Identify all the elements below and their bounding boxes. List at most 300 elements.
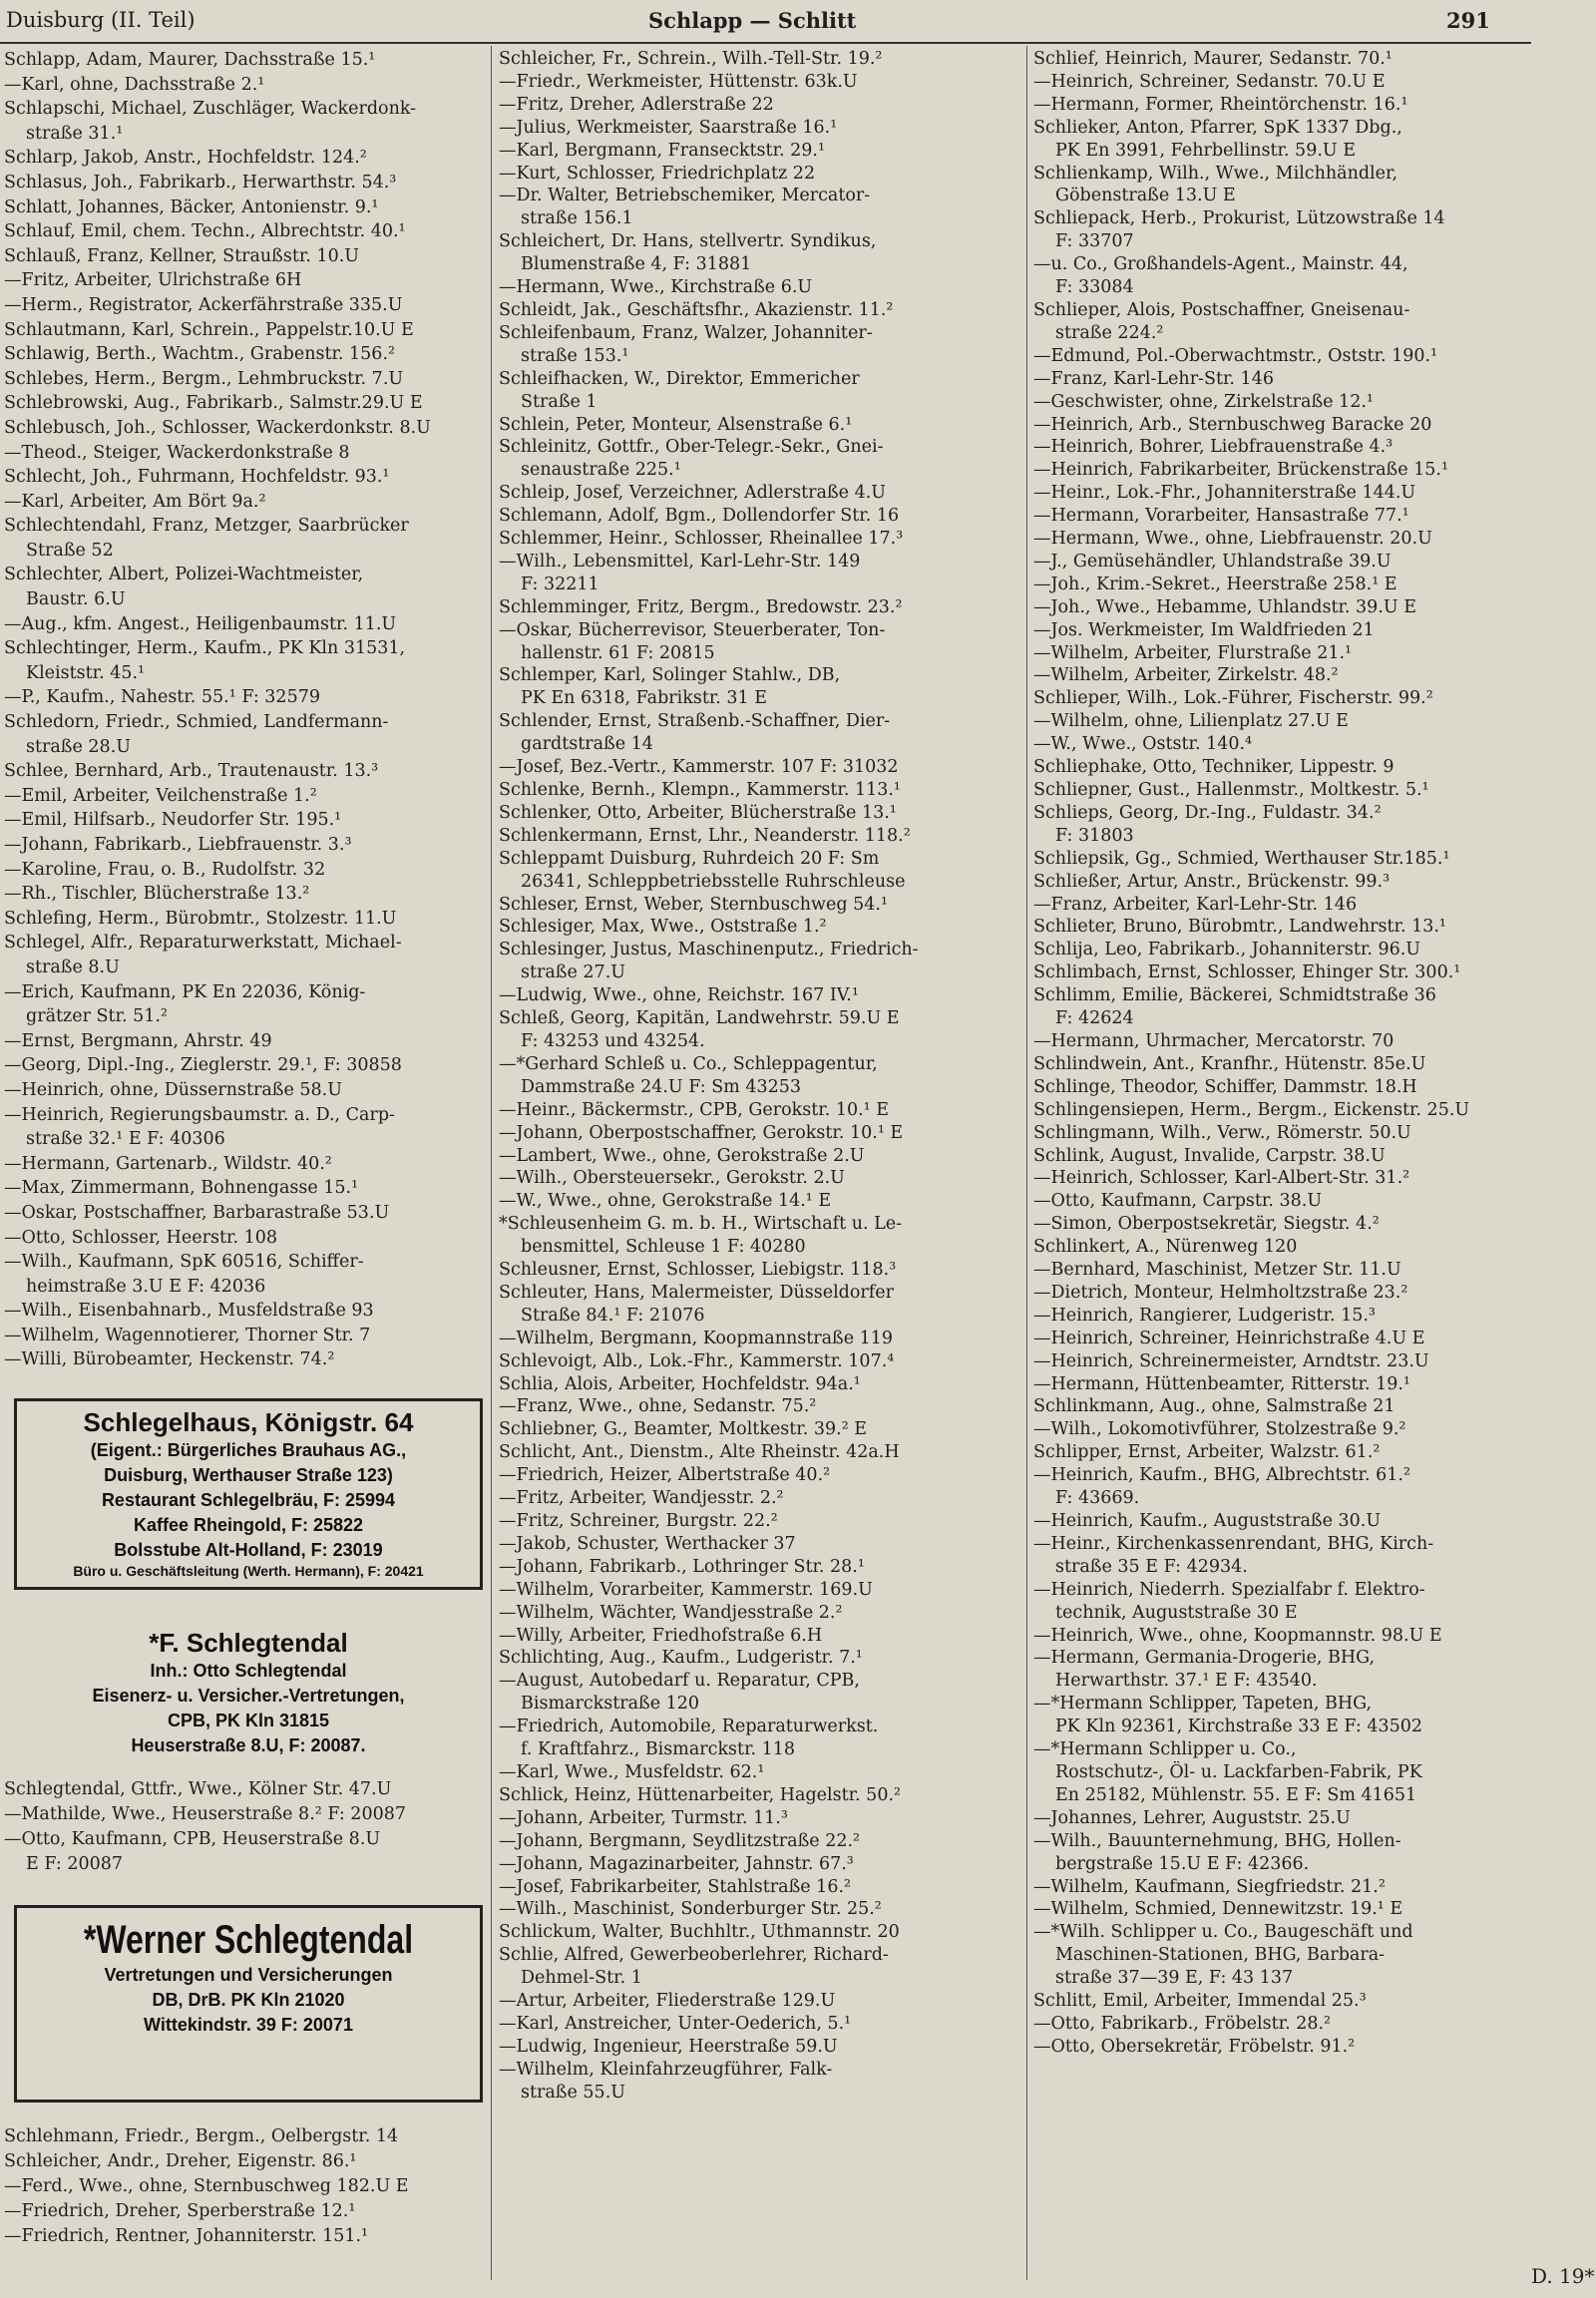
directory-entry (1033, 1030, 1542, 1053)
entry-line: —Karl, Wwe., Musfeldstr. 62.¹ (499, 1761, 765, 1782)
directory-entry (499, 1670, 1023, 1716)
advert-line: Inh.: Otto Schlegtendal (150, 1661, 347, 1681)
entry-line: Schleip, Josef, Verzeichner, Adlerstraße 4.U (499, 483, 887, 504)
directory-entry (499, 276, 1023, 299)
entry-continuation: En 25182, Mühlenstr. 55. E F: Sm 41651 (1055, 1784, 1417, 1805)
entry-line: Schleuter, Hans, Malermeister, Düsseldorfer (499, 1282, 894, 1303)
entry-line: —Johann, Magazinarbeiter, Jahnstr. 67.³ (499, 1853, 854, 1874)
entry-continuation: Herwarthstr. 37.¹ E F: 43540. (1055, 1671, 1318, 1692)
entry-line: —J., Gemüsehändler, Uhlandstraße 39.U (1033, 551, 1392, 572)
directory-entry (1033, 1441, 1542, 1464)
entry-line: Schliebner, G., Beamter, Moltkestr. 39.² E (499, 1419, 868, 1440)
entry-line: —Ferd., Wwe., ohne, Sternbuschweg 182.U E (4, 2176, 409, 2196)
advert-title: *F. Schlegtendal (149, 1628, 348, 1658)
directory-entry (499, 984, 1023, 1007)
directory-entry (499, 436, 1023, 482)
directory-entry (1033, 551, 1542, 574)
column-divider (1026, 46, 1027, 2280)
directory-entry (499, 1053, 1023, 1099)
directory-entry (1033, 94, 1542, 117)
entry-line: —Joh., Wwe., Hebamme, Uhlandstr. 39.U E (1033, 596, 1416, 617)
entry-line: —Aug., kfm. Angest., Heiligenbaumstr. 11.U (4, 613, 397, 634)
entry-line: —Heinrich, ohne, Düssernstraße 58.U (4, 1079, 342, 1100)
entry-line: Schlieper, Alois, Postschaffner, Gneisenau- (1033, 299, 1410, 320)
entry-line: —Lambert, Wwe., ohne, Gerokstraße 2.U (499, 1145, 865, 1166)
directory-entry (499, 1259, 1023, 1282)
entry-line: Schledorn, Friedr., Schmied, Landfermann- (4, 712, 389, 733)
directory-entry (1033, 1305, 1542, 1328)
directory-entry (499, 756, 1023, 779)
directory-entry (4, 1103, 483, 1152)
directory-entry (1033, 1921, 1542, 1990)
entry-line: —Wilh., Lokomotivführer, Stolzestraße 9.² (1033, 1419, 1406, 1440)
entry-continuation: F: 33707 (1055, 231, 1134, 252)
entry-line: Schlieter, Bruno, Bürobmtr., Landwehrstr. 13.¹ (1033, 917, 1446, 938)
entry-line: Schlauß, Franz, Kellner, Straußstr. 10.U (4, 245, 360, 266)
entry-continuation: gardtstraße 14 (521, 734, 653, 755)
directory-entry (1033, 1350, 1542, 1373)
entry-continuation: grätzer Str. 51.² (26, 1006, 168, 1027)
entry-continuation: Göbenstraße 13.U E (1055, 186, 1236, 206)
entry-line: Schlegel, Alfr., Reparaturwerkstatt, Michael- (4, 933, 402, 954)
directory-entry (1033, 848, 1542, 871)
directory-entry (4, 73, 483, 98)
entry-line: —Wilhelm, Bergmann, Koopmannstraße 119 (499, 1328, 894, 1348)
directory-entry (499, 1441, 1023, 1464)
directory-entry (499, 1328, 1023, 1350)
entry-line: Schlee, Bernhard, Arb., Trautenaustr. 13.³ (4, 761, 379, 782)
directory-entry (1033, 1213, 1542, 1236)
entry-line: —Wilh., Bauunternehmung, BHG, Hollen- (1033, 1830, 1401, 1851)
entry-line: —Oskar, Postschaffner, Barbarastraße 53.U (4, 1202, 390, 1223)
entry-line: Schlia, Alois, Arbeiter, Hochfeldstr. 94a.¹ (499, 1373, 861, 1394)
directory-entry (1033, 1876, 1542, 1899)
entry-continuation: straße 8.U (26, 957, 120, 977)
directory-entry (4, 2224, 483, 2249)
entry-line: —Karl, ohne, Dachsstraße 2.¹ (4, 74, 265, 95)
entry-line: —Johann, Fabrikarb., Liebfrauenstr. 3.³ (4, 835, 352, 855)
entry-continuation: F: 32211 (521, 574, 599, 594)
directory-entry (1033, 1122, 1542, 1145)
directory-entry (4, 1201, 483, 1226)
entry-line: —Geschwister, ohne, Zirkelstraße 12.¹ (1033, 391, 1374, 412)
entry-continuation: straße 37—39 E, F: 43 137 (1055, 1968, 1294, 1989)
directory-entry (499, 2059, 1023, 2105)
directory-entry (4, 2199, 483, 2224)
entry-continuation: Blumenstraße 4, F: 31881 (521, 254, 752, 275)
directory-entry (4, 1777, 483, 1802)
entry-line: Schlemminger, Fritz, Bergm., Bredowstr. 23.² (499, 596, 903, 617)
entry-line: —Wilh., Obersteuersekr., Gerokstr. 2.U (499, 1168, 845, 1189)
entry-line: *Schleusenheim G. m. b. H., Wirtschaft u. Le- (499, 1214, 903, 1235)
directory-entry (1033, 48, 1542, 71)
directory-entry (1033, 1464, 1542, 1510)
advert-f-schlegtendal (14, 1628, 483, 1762)
entry-line: —Jakob, Schuster, Werthacker 37 (499, 1533, 796, 1554)
directory-entry (499, 1373, 1023, 1396)
entry-continuation: PK En 3991, Fehrbellinstr. 59.U E (1055, 140, 1356, 161)
directory-entry (499, 1099, 1023, 1122)
entry-line: Schlein, Peter, Monteur, Alsenstraße 6.¹ (499, 414, 853, 435)
entry-continuation: Dammstraße 24.U F: Sm 43253 (521, 1076, 802, 1097)
entry-line: —Emil, Hilfsarb., Neudorfer Str. 195.¹ (4, 810, 342, 831)
entry-line: Schlenke, Bernh., Klempn., Kammerstr. 113.¹ (499, 780, 901, 800)
directory-entry (4, 367, 483, 392)
entry-line: —Wilh., Lebensmittel, Karl-Lehr-Str. 149 (499, 551, 861, 572)
directory-entry (1033, 299, 1542, 345)
entry-line: —W., Wwe., Oststr. 140.⁴ (1033, 734, 1253, 755)
entry-line: Schlieps, Georg, Dr.-Ing., Fuldastr. 34.² (1033, 802, 1382, 823)
directory-entry (1033, 2013, 1542, 2036)
directory-entry (1033, 984, 1542, 1030)
entry-continuation: Rostschutz-, Öl- u. Lackfarben-Fabrik, PK (1055, 1761, 1422, 1782)
entry-line: —Kurt, Schlosser, Friedrichplatz 22 (499, 163, 816, 184)
directory-entry (4, 97, 483, 146)
directory-entry (1033, 436, 1542, 459)
entry-line: —Heinr., Lok.-Fhr., Johanniterstraße 144.U (1033, 483, 1416, 504)
entry-line: Schlecht, Joh., Fuhrmann, Hochfeldstr. 93.¹ (4, 467, 390, 488)
advert-footnote: Büro u. Geschäftsleitung (Werth. Hermann), F: 20421 (73, 1563, 424, 1579)
directory-entry (499, 322, 1023, 368)
directory-entry (1033, 619, 1542, 642)
entry-continuation: heimstraße 3.U E F: 42036 (26, 1276, 266, 1297)
directory-entry (1033, 961, 1542, 984)
entry-line: —Johann, Oberpostschaffner, Gerokstr. 10.¹ E (499, 1122, 904, 1143)
directory-entry (4, 2149, 483, 2174)
directory-entry (499, 1556, 1023, 1579)
directory-entry (1033, 1738, 1542, 1807)
entry-line: —Heinr., Kirchenkassenrendant, BHG, Kirch- (1033, 1533, 1434, 1554)
directory-entry (4, 2174, 483, 2199)
entry-line: —Ernst, Bergmann, Ahrstr. 49 (4, 1030, 272, 1051)
directory-entry (1033, 802, 1542, 848)
entry-line: Schlimm, Emilie, Bäckerei, Schmidtstraße 36 (1033, 985, 1436, 1006)
entry-line: —Karl, Anstreicher, Unter-Oederich, 5.¹ (499, 2013, 852, 2034)
directory-entry (1033, 894, 1542, 917)
entry-line: Schleß, Georg, Kapitän, Landwehrstr. 59.U E (499, 1008, 900, 1029)
entry-continuation: straße 27.U (521, 962, 625, 983)
directory-entry (1033, 939, 1542, 961)
entry-line: —W., Wwe., ohne, Gerokstraße 14.¹ E (499, 1191, 832, 1212)
entry-line: —Hermann, Uhrmacher, Mercatorstr. 70 (1033, 1030, 1395, 1051)
entry-line: —Heinrich, Fabrikarbeiter, Brückenstraße 15.¹ (1033, 460, 1449, 481)
directory-entry (1033, 253, 1542, 299)
directory-entry (4, 710, 483, 759)
entry-line: —Heinrich, Bohrer, Liebfrauenstraße 4.³ (1033, 437, 1394, 458)
entry-continuation: 26341, Schleppbetriebsstelle Ruhrschleuse (521, 871, 906, 892)
entry-line: Schlindwein, Ant., Kranfhr., Hütenstr. 85e.U (1033, 1053, 1426, 1074)
advert-line: CPB, PK Kln 31815 (167, 1711, 330, 1730)
entry-line: —Artur, Arbeiter, Fliederstraße 129.U (499, 1991, 836, 2012)
entry-line: —Otto, Schlosser, Heerstr. 108 (4, 1227, 277, 1248)
directory-entry (4, 391, 483, 416)
advert-line: Eisenerz- u. Versicher.-Vertretungen, (92, 1686, 405, 1706)
directory-entry (4, 146, 483, 171)
entry-line: —Karl, Bergmann, Fransecktstr. 29.¹ (499, 140, 825, 161)
directory-entry (4, 1802, 483, 1827)
directory-entry (4, 318, 483, 343)
entry-line: —Franz, Karl-Lehr-Str. 146 (1033, 368, 1274, 389)
entry-line: Schlicht, Ant., Dienstm., Alte Rheinstr. 42a.H (499, 1442, 900, 1463)
directory-entry (1033, 71, 1542, 94)
directory-entry (499, 1350, 1023, 1373)
advert-line: Kaffee Rheingold, F: 25822 (133, 1515, 364, 1535)
advert-lines (17, 1438, 480, 1563)
entry-line: —Max, Zimmermann, Bohnengasse 15.¹ (4, 1178, 359, 1199)
entry-line: —Dr. Walter, Betriebschemiker, Mercator- (499, 186, 871, 206)
entry-line: Schlingensiepen, Herm., Bergm., Eickenstr. 25.U (1033, 1099, 1470, 1120)
entry-continuation: Maschinen-Stationen, BHG, Barbara- (1055, 1945, 1386, 1966)
directory-entry (4, 2124, 483, 2149)
directory-entry (4, 882, 483, 907)
entry-line: —u. Co., Großhandels-Agent., Mainstr. 44, (1033, 254, 1408, 275)
entry-line: Schliephake, Otto, Techniker, Lippestr. 9 (1033, 757, 1395, 778)
directory-entry (499, 1190, 1023, 1213)
directory-entry (4, 1152, 483, 1177)
directory-entry (1033, 1647, 1542, 1693)
directory-entry (1033, 710, 1542, 733)
directory-entry (499, 1647, 1023, 1670)
entry-line: Schlipper, Ernst, Arbeiter, Walzstr. 61.² (1033, 1442, 1381, 1463)
directory-entry (499, 71, 1023, 94)
column-divider (491, 46, 492, 2280)
directory-entry (1033, 756, 1542, 779)
entry-line: Schlenker, Otto, Arbeiter, Blücherstraße 13.¹ (499, 802, 897, 823)
directory-entry (4, 416, 483, 441)
directory-entry (4, 759, 483, 784)
column-2 (499, 48, 1023, 2105)
directory-entry (4, 612, 483, 637)
entry-line: —Fritz, Dreher, Adlerstraße 22 (499, 94, 774, 115)
entry-line: —Heinrich, Arb., Sternbuschweg Baracke 20 (1033, 414, 1432, 435)
entry-line: —*Hermann Schlipper, Tapeten, BHG, (1033, 1694, 1373, 1715)
entry-continuation: F: 42624 (1055, 1008, 1134, 1029)
directory-entry (4, 833, 483, 858)
entry-line: —Simon, Oberpostsekretär, Siegstr. 4.² (1033, 1214, 1380, 1235)
entry-line: Schlieper, Wilh., Lok.-Führer, Fischerstr. 99.² (1033, 688, 1433, 709)
entry-line: —Friedrich, Heizer, Albertstraße 40.² (499, 1465, 831, 1486)
directory-entry (499, 596, 1023, 619)
entry-line: —Heinrich, Wwe., ohne, Koopmannstr. 98.U E (1033, 1625, 1442, 1646)
entry-line: Schlechter, Albert, Polizei-Wachtmeister, (4, 565, 364, 585)
entry-continuation: straße 28.U (26, 736, 131, 757)
entry-line: —*Gerhard Schleß u. Co., Schleppagentur, (499, 1053, 878, 1074)
directory-entry (4, 441, 483, 466)
entry-line: —Wilhelm, Kaufmann, Siegfriedstr. 21.² (1033, 1876, 1386, 1897)
directory-entry (499, 528, 1023, 551)
entry-line: Schlatt, Johannes, Bäcker, Antonienstr. 9.¹ (4, 196, 379, 217)
entry-line: —Friedrich, Automobile, Reparaturwerkst. (499, 1717, 879, 1737)
advert-werner-schlegtendal (14, 1905, 483, 2103)
entry-line: —August, Autobedarf u. Reparatur, CPB, (499, 1671, 860, 1692)
entry-line: Schlarp, Jakob, Anstr., Hochfeldstr. 124.² (4, 148, 367, 169)
directory-entry (499, 1007, 1023, 1053)
directory-entry (499, 894, 1023, 917)
directory-entry (4, 1324, 483, 1348)
directory-entry (1033, 1625, 1542, 1648)
directory-entry (499, 1784, 1023, 1807)
entry-line: —Hermann, Wwe., Kirchstraße 6.U (499, 277, 813, 298)
entry-continuation: straße 153.¹ (521, 345, 629, 366)
entry-continuation: Straße 84.¹ F: 21076 (521, 1305, 705, 1326)
entry-line: Schleicher, Fr., Schrein., Wilh.-Tell-Str. 19.² (499, 49, 883, 69)
entry-line: —Hermann, Wwe., ohne, Liebfrauenstr. 20.U (1033, 529, 1432, 550)
entry-line: —Wilhelm, Arbeiter, Flurstraße 21.¹ (1033, 642, 1353, 663)
entry-line: —Otto, Fabrikarb., Fröbelstr. 28.² (1033, 2013, 1332, 2034)
entry-line: Schlija, Leo, Fabrikarb., Johanniterstr. 96.U (1033, 940, 1421, 960)
entry-line: —*Wilh. Schlipper u. Co., Baugeschäft und (1033, 1922, 1413, 1943)
directory-entry (1033, 368, 1542, 391)
directory-entry (499, 1602, 1023, 1625)
directory-entry (4, 808, 483, 833)
directory-entry (499, 710, 1023, 756)
entry-line: —Otto, Kaufmann, Carpstr. 38.U (1033, 1191, 1323, 1212)
entry-line: Schleichert, Dr. Hans, stellvertr. Syndikus, (499, 231, 877, 252)
directory-entry (1033, 1830, 1542, 1876)
entry-line: Schliepsik, Gg., Schmied, Werthauser Str.185.¹ (1033, 848, 1450, 869)
entry-line: —Johann, Arbeiter, Turmstr. 11.³ (499, 1807, 788, 1828)
directory-entry (1033, 1807, 1542, 1830)
directory-entry (1033, 345, 1542, 368)
advert-line: (Eigent.: Bürgerliches Brauhaus AG., (90, 1440, 407, 1460)
directory-entry (4, 980, 483, 1029)
directory-entry (1033, 1282, 1542, 1305)
directory-entry (1033, 1373, 1542, 1396)
directory-entry (4, 1226, 483, 1251)
directory-entry (499, 1579, 1023, 1602)
directory-entry (499, 1761, 1023, 1784)
directory-entry (1033, 1053, 1542, 1076)
entry-line: —Heinr., Bäckermstr., CPB, Gerokstr. 10.¹ E (499, 1099, 890, 1120)
directory-entry (1033, 779, 1542, 802)
entry-line: —Wilh., Kaufmann, SpK 60516, Schiffer- (4, 1252, 364, 1273)
directory-entry (1033, 1259, 1542, 1282)
entry-line: Schlefing, Herm., Bürobmtr., Stolzestr. 11.U (4, 908, 397, 929)
directory-entry (4, 514, 483, 563)
entry-line: —Wilhelm, Wächter, Wandjesstraße 2.² (499, 1602, 843, 1623)
directory-entry (1033, 596, 1542, 619)
directory-entry (1033, 505, 1542, 528)
entry-line: —Franz, Wwe., ohne, Sedanstr. 75.² (499, 1396, 817, 1417)
entry-continuation: Straße 1 (521, 391, 598, 412)
entry-line: —Rh., Tischler, Blücherstraße 13.² (4, 884, 310, 905)
entry-continuation: straße 224.² (1055, 322, 1164, 343)
column-3 (1033, 48, 1542, 2059)
entry-line: Schlebes, Herm., Bergm., Lehmbruckstr. 7.U (4, 368, 404, 389)
entry-line: Schleidt, Jak., Geschäftsfhr., Akazienstr. 11.² (499, 299, 894, 320)
entry-line: Schlevoigt, Alb., Lok.-Fhr., Kammerstr. 107.⁴ (499, 1350, 895, 1371)
entry-line: —Heinrich, Rangierer, Ludgeristr. 15.³ (1033, 1305, 1376, 1326)
directory-entry (499, 1122, 1023, 1145)
entry-line: —Hermann, Hüttenbeamter, Ritterstr. 19.¹ (1033, 1373, 1410, 1394)
directory-entry (499, 619, 1023, 665)
directory-entry (1033, 1418, 1542, 1441)
directory-entry (4, 685, 483, 710)
directory-entry (1033, 2036, 1542, 2059)
entry-line: Schleusner, Ernst, Schlosser, Liebigstr. 118.³ (499, 1260, 897, 1281)
entry-line: —Willi, Bürobeamter, Heckenstr. 74.² (4, 1349, 335, 1370)
directory-entry (499, 802, 1023, 825)
entry-line: —Wilhelm, Wagennotierer, Thorner Str. 7 (4, 1325, 371, 1345)
directory-entry (4, 1176, 483, 1201)
directory-entry (499, 185, 1023, 230)
entry-line: Schlieker, Anton, Pfarrer, SpK 1337 Dbg., (1033, 117, 1402, 138)
advert-lines (14, 1659, 483, 1758)
directory-entry (1033, 642, 1542, 665)
entry-line: —Georg, Dipl.-Ing., Zieglerstr. 29.¹, F: 30858 (4, 1055, 402, 1076)
directory-entry (499, 1395, 1023, 1418)
entry-line: Schlingmann, Wilh., Verw., Römerstr. 50.U (1033, 1122, 1411, 1143)
entry-line: Schlinkert, A., Nürenweg 120 (1033, 1237, 1298, 1258)
entry-line: —Erich, Kaufmann, PK En 22036, König- (4, 981, 366, 1002)
directory-entry (499, 1876, 1023, 1899)
entry-line: —Heinrich, Kaufm., Auguststraße 30.U (1033, 1511, 1382, 1531)
directory-entry (499, 1990, 1023, 2013)
entry-continuation: straße 55.U (521, 2082, 625, 2103)
directory-entry (1033, 117, 1542, 163)
entry-continuation: PK En 6318, Fabrikstr. 31 E (521, 688, 768, 709)
directory-entry (499, 2036, 1023, 2059)
entry-line: Schlichting, Aug., Kaufm., Ludgeristr. 7.¹ (499, 1648, 863, 1669)
directory-entry (1033, 916, 1542, 939)
directory-entry (499, 1167, 1023, 1190)
directory-entry (1033, 871, 1542, 894)
signature-mark: D. 19* (1531, 2264, 1595, 2288)
entry-line: —Hermann, Former, Rheintörchenstr. 16.¹ (1033, 94, 1408, 115)
entry-line: —Friedrich, Rentner, Johanniterstr. 151.¹ (4, 2226, 369, 2246)
advert-line: Vertretungen und Versicherungen (104, 1965, 393, 1985)
directory-entry (1033, 1533, 1542, 1579)
directory-entry (1033, 391, 1542, 414)
directory-entry (1033, 459, 1542, 482)
directory-entry (499, 299, 1023, 322)
directory-entry (1033, 482, 1542, 505)
entry-continuation: straße 156.1 (521, 208, 633, 229)
directory-entry (499, 482, 1023, 505)
directory-entry (1033, 528, 1542, 551)
column-1-bottom (4, 2124, 483, 2249)
directory-entry (499, 117, 1023, 140)
entry-line: Schleicher, Andr., Dreher, Eigenstr. 86.¹ (4, 2151, 357, 2171)
entry-line: Schlief, Heinrich, Maurer, Sedanstr. 70.¹ (1033, 49, 1393, 69)
entry-continuation: f. Kraftfahrz., Bismarckstr. 118 (521, 1739, 796, 1760)
advert-schlegelhaus (14, 1398, 483, 1590)
directory-entry (1033, 1898, 1542, 1921)
entry-line: Schlemper, Karl, Solinger Stahlw., DB, (499, 665, 841, 686)
entry-line: —Willy, Arbeiter, Friedhofstraße 6.H (499, 1625, 823, 1646)
entry-line: Schliepack, Herb., Prokurist, Lützowstraße 14 (1033, 208, 1445, 229)
advert-line: Restaurant Schlegelbräu, F: 25994 (101, 1490, 396, 1510)
directory-entry (499, 163, 1023, 186)
entry-continuation: Dehmel-Str. 1 (521, 1968, 642, 1989)
advert-line: Bolsstube Alt-Holland, F: 23019 (114, 1540, 383, 1560)
column-1-middle (4, 1777, 483, 1877)
entry-line: —Fritz, Arbeiter, Wandjesstr. 2.² (499, 1488, 784, 1509)
directory-entry (499, 2013, 1023, 2036)
entry-line: Schlie, Alfred, Gewerbeoberlehrer, Richard- (499, 1945, 889, 1966)
entry-line: Schlegtendal, Gttfr., Wwe., Kölner Str. 47.U (4, 1779, 392, 1799)
entry-line: Schlesiger, Max, Wwe., Oststraße 1.² (499, 917, 827, 938)
entry-line: —*Hermann Schlipper u. Co., (1033, 1739, 1297, 1760)
directory-entry (4, 244, 483, 269)
directory-entry (499, 1853, 1023, 1876)
entry-line: —Heinrich, Kaufm., BHG, Albrechtstr. 61.² (1033, 1465, 1410, 1486)
directory-entry (4, 342, 483, 367)
entry-line: —P., Kaufm., Nahestr. 55.¹ F: 32579 (4, 687, 320, 708)
entry-continuation: F: 43253 und 43254. (521, 1030, 705, 1051)
directory-entry (499, 1487, 1023, 1510)
directory-entry (499, 1830, 1023, 1853)
